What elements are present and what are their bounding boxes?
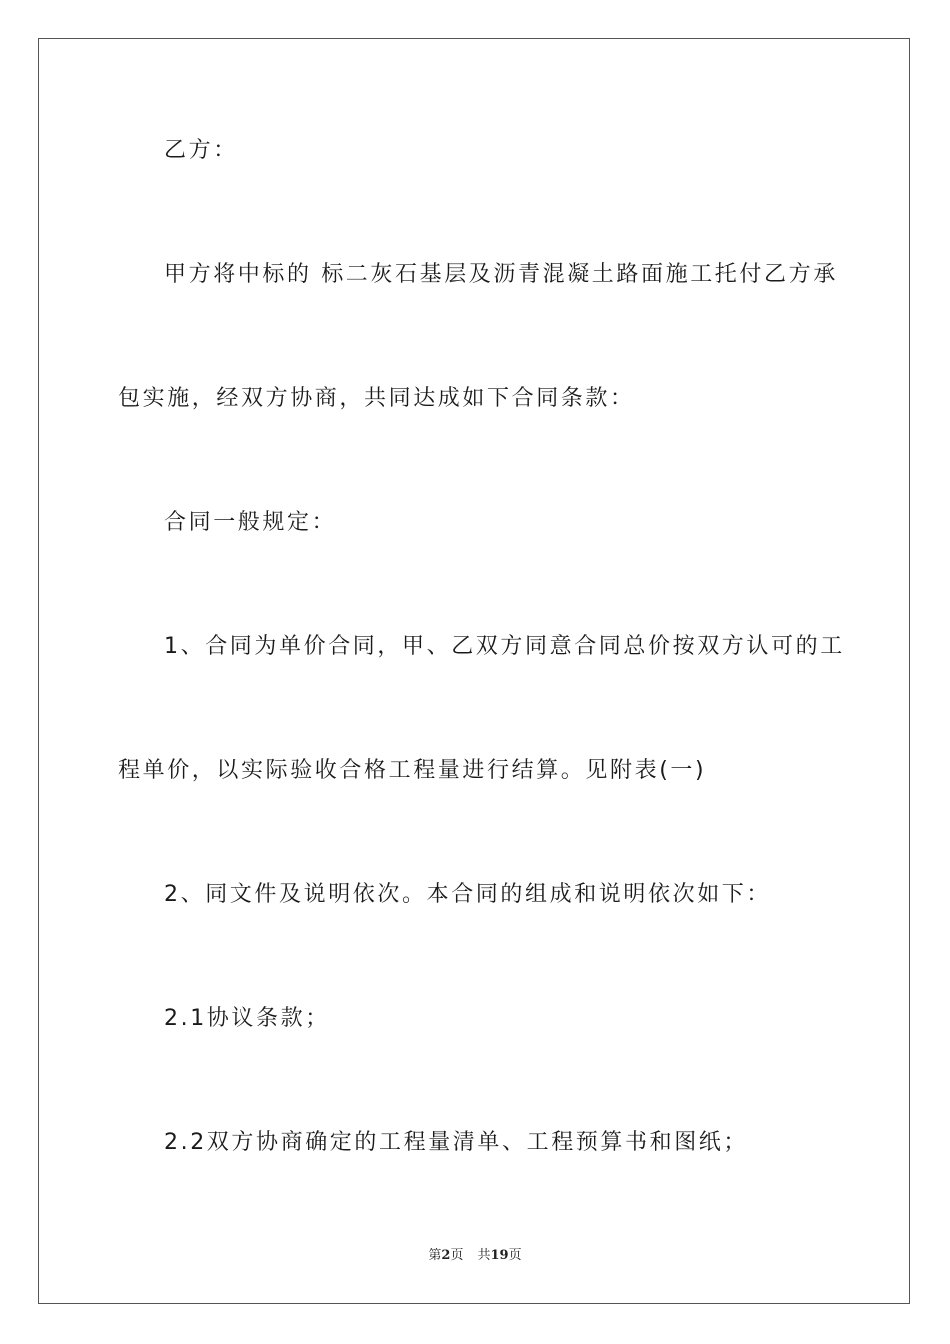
clause-1-line-1: 1、合同为单价合同，甲、乙双方同意合同总价按双方认可的工: [164, 634, 845, 659]
page-border: [38, 38, 910, 1304]
footer-total-pages: 19: [490, 1248, 509, 1263]
clause-2-1: 2.1协议条款；: [164, 1006, 330, 1031]
section-heading-general: 合同一般规定：: [164, 510, 337, 535]
footer-page-prefix: 第: [428, 1248, 442, 1263]
footer-total-prefix: 共: [477, 1248, 491, 1263]
footer-total-suffix: 页: [508, 1248, 522, 1263]
page-footer: [0, 1247, 950, 1265]
clause-1-line-2: 程单价，以实际验收合格工程量进行结算。见附表(一): [118, 758, 707, 783]
paragraph-party-b: 乙方：: [164, 138, 238, 163]
clause-2: 2、同文件及说明依次。本合同的组成和说明依次如下：: [164, 882, 771, 907]
clause-2-2: 2.2双方协商确定的工程量清单、工程预算书和图纸；: [164, 1130, 748, 1155]
paragraph-intro-line-2: 包实施，经双方协商，共同达成如下合同条款：: [118, 386, 635, 411]
paragraph-intro-line-1: 甲方将中标的 标二灰石基层及沥青混凝土路面施工托付乙方承: [164, 262, 838, 287]
footer-page-number: 2: [441, 1248, 451, 1263]
footer-page-suffix: 页: [450, 1248, 464, 1263]
